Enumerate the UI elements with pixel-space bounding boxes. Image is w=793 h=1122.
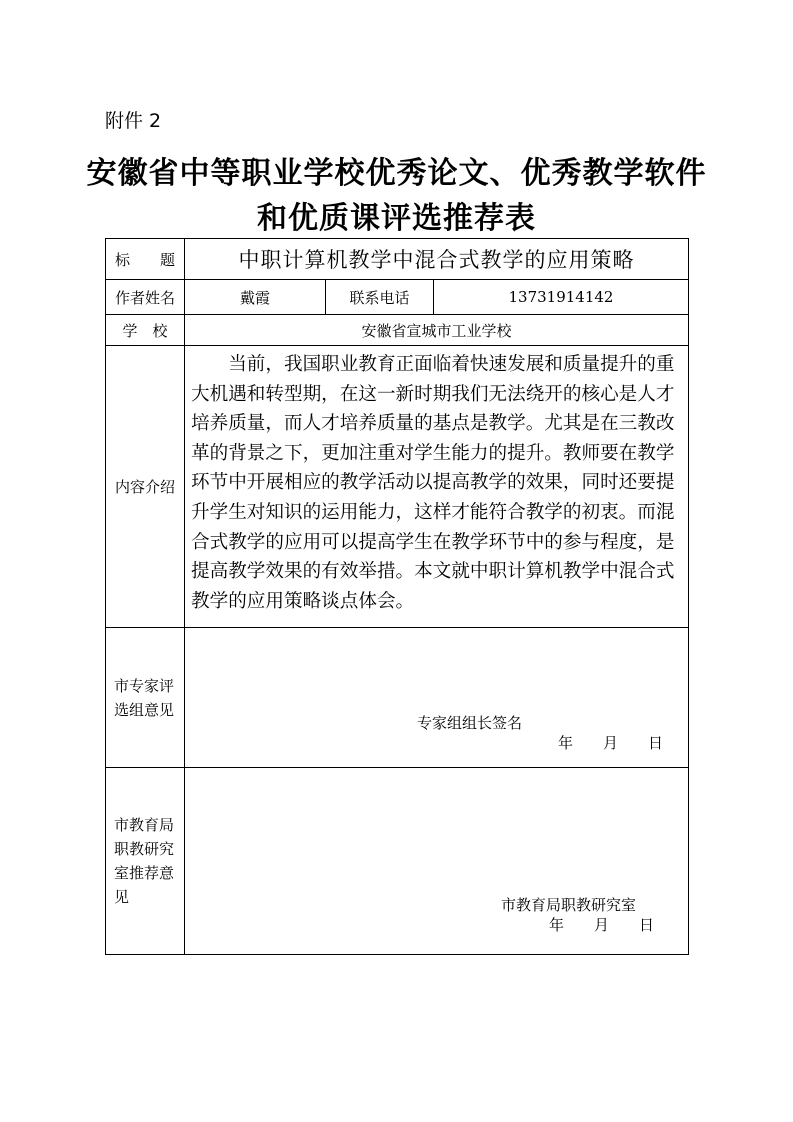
intro-line: 教学的应用策略谈点体会。 [191, 590, 415, 612]
city-expert-label: 市专家评选组意见 [106, 628, 185, 768]
page-title-line2: 和优质课评选推荐表 [257, 201, 536, 236]
page-title-line1: 安徽省中等职业学校优秀论文、优秀教学软件 [86, 156, 707, 191]
city-sign-label: 专家组组长签名 [417, 714, 523, 732]
author-label: 作者姓名 [106, 280, 185, 315]
attachment-label: 附件 2 [105, 110, 162, 132]
city-expert-opinion [185, 628, 689, 768]
city-date: 年 月 日 [558, 734, 664, 752]
intro-row [106, 346, 689, 628]
recommendation-form [105, 238, 689, 955]
school-row [106, 315, 689, 346]
intro-line: 提高教学效果的有效举措。本文就中职计算机教学中混合式 [191, 561, 675, 583]
bureau-opinion [185, 768, 689, 955]
intro-line: 革的背景之下，更加注重对学生能力的提升。教师要在教学 [191, 442, 675, 464]
title-value: 中职计算机教学中混合式教学的应用策略 [185, 239, 689, 280]
title-row [106, 239, 689, 280]
bureau-row [106, 768, 689, 955]
bureau-label: 市教育局职教研究室推荐意见 [106, 768, 185, 955]
intro-line: 培养质量，而人才培养质量的基点是教学。尤其是在三教改 [191, 413, 675, 435]
school-value: 安徽省宣城市工业学校 [185, 315, 689, 346]
city-expert-row [106, 628, 689, 768]
intro-text [185, 346, 689, 628]
intro-line: 当前，我国职业教育正面临着快速发展和质量提升的重 [191, 354, 675, 375]
intro-line: 环节中开展相应的教学活动以提高教学的效果，同时还要提 [191, 472, 675, 494]
phone-label: 联系电话 [326, 280, 434, 315]
title-label: 标 题 [106, 239, 185, 280]
author-row [106, 280, 689, 315]
bureau-sign-label: 市教育局职教研究室 [501, 896, 637, 914]
bureau-date: 年 月 日 [549, 916, 655, 934]
phone-value: 13731914142 [434, 280, 689, 315]
intro-line: 升学生对知识的运用能力，这样才能符合教学的初衷。而混 [191, 501, 675, 523]
author-value: 戴霞 [185, 280, 326, 315]
intro-line: 合式教学的应用可以提高学生在教学环节中的参与程度，是 [191, 531, 675, 553]
intro-label: 内容介绍 [106, 346, 185, 628]
school-label: 学 校 [106, 315, 185, 346]
intro-line: 大机遇和转型期，在这一新时期我们无法绕开的核心是人才 [191, 383, 675, 405]
